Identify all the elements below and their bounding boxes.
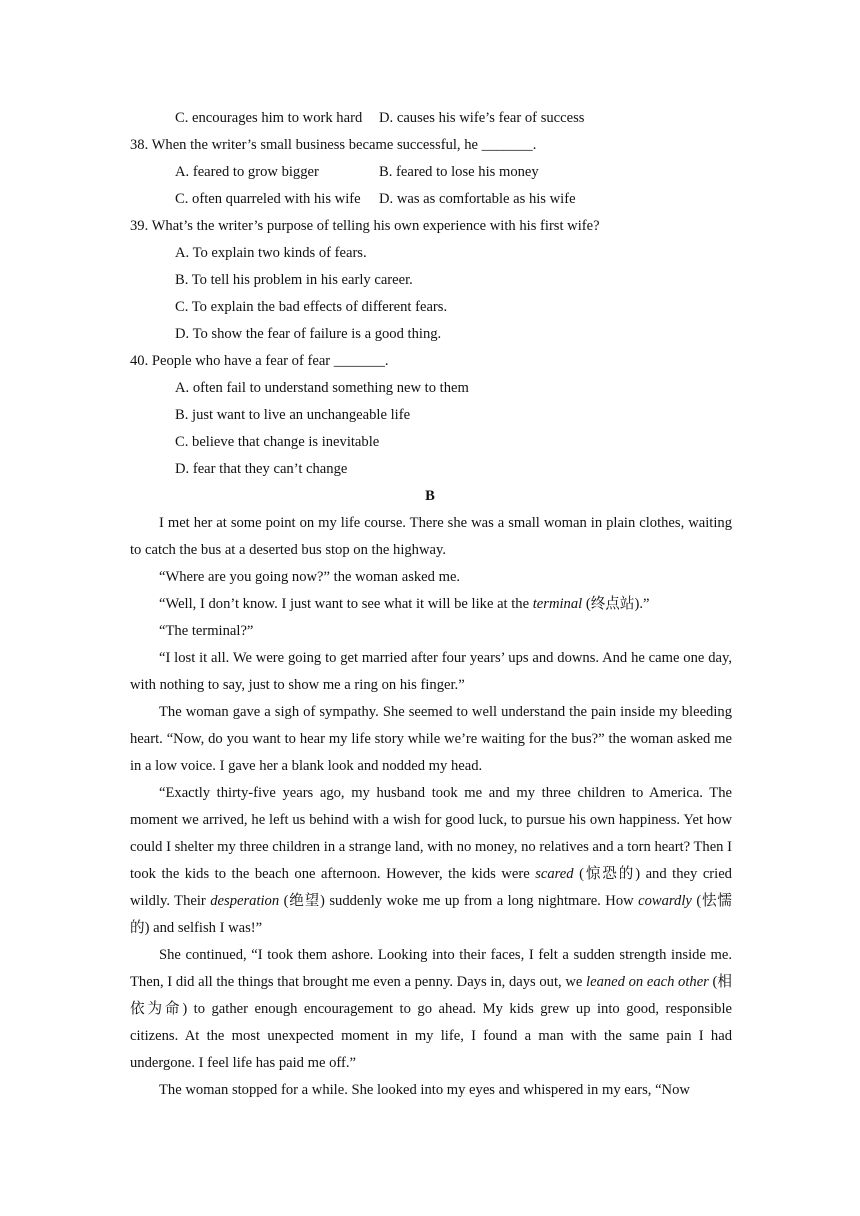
p7-term-cowardly: cowardly (638, 893, 692, 909)
q38-option-d: D. was as comfortable as his wife (379, 191, 576, 207)
passage-paragraph-1: I met her at some point on my life course. There she was a small woman in plain clothes, waiting to catch the bus at a deserted bus stop on the highway. (130, 515, 732, 558)
q37-option-c: C. encourages him to work hard (175, 110, 363, 126)
p7-term-desperation: desperation (210, 893, 280, 909)
q37-option-d: D. causes his wife’s fear of success (379, 110, 585, 126)
p3-term-terminal: terminal (532, 596, 583, 612)
q39-option-d: D. To show the fear of failure is a good thing. (175, 326, 442, 342)
passage-b (130, 510, 732, 1104)
p7-text-d: (怯懦的) and selfish I was!” (130, 893, 732, 936)
p3-text-a: “Well, I don’t know. I just want to see what it will be like at the (159, 596, 533, 612)
p8-text-b: (相依为命) to gather enough encouragement to go ahead. My kids grew up into good, responsible citizens. At the most unexpected moment in my life, I found a man with the same pain I had undergone. I feel life has paid me off.” (130, 974, 733, 1071)
q39-option-b: B. To tell his problem in his early career. (175, 272, 413, 288)
passage-paragraph-2: “Where are you going now?” the woman asked me. (159, 569, 461, 585)
q39-stem: 39. What’s the writer’s purpose of telling his own experience with his first wife? (130, 218, 600, 234)
p7-text-a: “Exactly thirty-five years ago, my husband took me and my three children to America. The moment we arrived, he left us behind with a wish for good luck, to pursue his own happiness. Yet how could I shelter my three children in a strange land, with no money, no relatives and a torn heart? Then I took the kids to the beach one afternoon. However, the kids were (130, 785, 732, 882)
passage-paragraph-9: The woman stopped for a while. She looked into my eyes and whispered in my ears, “Now (159, 1082, 690, 1098)
p7-text-b: (惊恐的) and they cried wildly. Their (130, 866, 732, 909)
q40-option-d: D. fear that they can’t change (175, 461, 348, 477)
p7-term-scared: scared (535, 866, 574, 882)
q38-option-b: B. feared to lose his money (379, 164, 539, 180)
q38-option-a: A. feared to grow bigger (175, 164, 319, 180)
q40-option-c: C. believe that change is inevitable (175, 434, 380, 450)
passage-paragraph-3 (130, 591, 732, 618)
q40-option-b: B. just want to live an unchangeable life (175, 407, 411, 423)
passage-paragraph-8 (130, 942, 732, 1077)
p8-term-leaned: leaned on each other (586, 974, 709, 990)
passage-paragraph-4: “The terminal?” (159, 623, 254, 639)
q38-option-c: C. often quarreled with his wife (175, 191, 361, 207)
passage-paragraph-6: The woman gave a sigh of sympathy. She seemed to well understand the pain inside my bleeding heart. “Now, do you want to hear my life story while we’re waiting for the bus?” the woman asked me in a low voice. I gave her a blank look and nodded my head. (130, 704, 732, 774)
q40-stem: 40. People who have a fear of fear _______. (130, 353, 389, 369)
passage-paragraph-5: “I lost it all. We were going to get married after four years’ ups and downs. And he came one day, with nothing to say, just to show me a ring on his finger.” (130, 650, 732, 693)
q39-option-c: C. To explain the bad effects of different fears. (175, 299, 448, 315)
q40-option-a: A. often fail to understand something new to them (175, 380, 469, 396)
passage-paragraph-7 (130, 780, 732, 942)
p8-text-a: She continued, “I took them ashore. Looking into their faces, I felt a sudden strength inside me. Then, I did all the things that brought me even a penny. Days in, days out, we (130, 947, 732, 990)
p3-text-b: (终点站).” (582, 596, 650, 612)
q39-option-a: A. To explain two kinds of fears. (175, 245, 367, 261)
p7-text-c: (绝望) suddenly woke me up from a long nightmare. How (279, 893, 639, 909)
section-b-heading: B (425, 488, 435, 504)
q38-stem: 38. When the writer’s small business became successful, he _______. (130, 137, 537, 153)
